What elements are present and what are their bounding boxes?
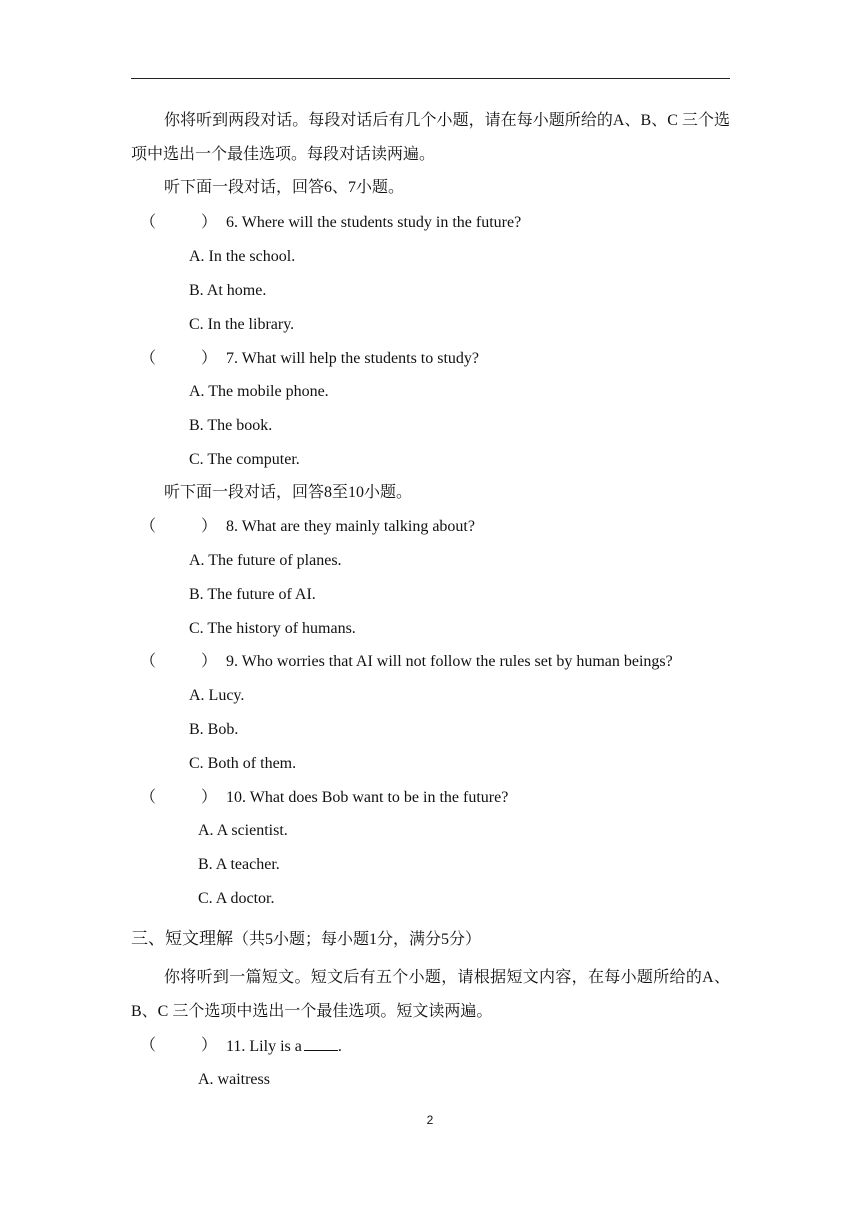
answer-paren-open: （ <box>140 350 157 367</box>
option-9b: B. Bob. <box>189 721 239 738</box>
option-8a: A. The future of planes. <box>189 552 342 569</box>
answer-paren-close: ） <box>201 1037 218 1054</box>
option-6c: C. In the library. <box>189 316 295 333</box>
answer-paren-close: ） <box>201 214 218 231</box>
option-8b: B. The future of AI. <box>189 586 316 603</box>
answer-paren-close: ） <box>201 789 218 806</box>
page-number: 2 <box>426 1113 434 1127</box>
option-8c: C. The history of humans. <box>189 620 356 637</box>
dialog2-intro: 听下面一段对话，回答8至10小题。 <box>164 484 413 501</box>
answer-paren-close: ） <box>201 653 218 670</box>
question-11-end: . <box>337 1038 342 1055</box>
option-9a: A. Lucy. <box>189 687 245 704</box>
option-10a: A. A scientist. <box>198 822 288 839</box>
section-heading <box>131 929 481 950</box>
option-11a: A. waitress <box>198 1071 270 1088</box>
answer-blank <box>304 1036 338 1051</box>
section-scoring-note: （共5小题；每小题1分，满分5分） <box>233 931 482 948</box>
option-7c: C. The computer. <box>189 451 300 468</box>
part2-instruction: 你将听到两段对话。每段对话后有几个小题，请在每小题所给的A、B、C 三个选项中选出一个最佳选项。每段对话读两遍。 <box>131 112 730 163</box>
answer-paren-open: （ <box>140 214 157 231</box>
option-6a: A. In the school. <box>189 248 296 265</box>
option-9c: C. Both of them. <box>189 755 297 772</box>
answer-paren-open: （ <box>140 653 157 670</box>
answer-paren-open: （ <box>140 789 157 806</box>
question-7: 7. What will help the students to study? <box>226 350 480 367</box>
answer-paren-close: ） <box>201 518 218 535</box>
header-rule <box>131 78 730 79</box>
option-10c: C. A doctor. <box>198 890 275 907</box>
section-title: 三、短文理解 <box>131 929 233 948</box>
question-9: 9. Who worries that AI will not follow the rules set by human beings? <box>226 653 673 670</box>
question-11 <box>226 1036 342 1057</box>
answer-paren-open: （ <box>140 1037 157 1054</box>
question-11-text: 11. Lily is a <box>226 1038 302 1055</box>
option-10b: B. A teacher. <box>198 856 280 873</box>
question-10: 10. What does Bob want to be in the future? <box>226 789 509 806</box>
dialog1-intro: 听下面一段对话，回答6、7小题。 <box>164 179 405 196</box>
question-6: 6. Where will the students study in the future? <box>226 214 522 231</box>
option-6b: B. At home. <box>189 282 267 299</box>
question-8: 8. What are they mainly talking about? <box>226 518 475 535</box>
part3-instruction: 你将听到一篇短文。短文后有五个小题，请根据短文内容，在每小题所给的A、B、C 三个选项中选出一个最佳选项。短文读两遍。 <box>131 969 730 1020</box>
answer-paren-close: ） <box>201 350 218 367</box>
answer-paren-open: （ <box>140 518 157 535</box>
option-7b: B. The book. <box>189 417 273 434</box>
option-7a: A. The mobile phone. <box>189 383 329 400</box>
